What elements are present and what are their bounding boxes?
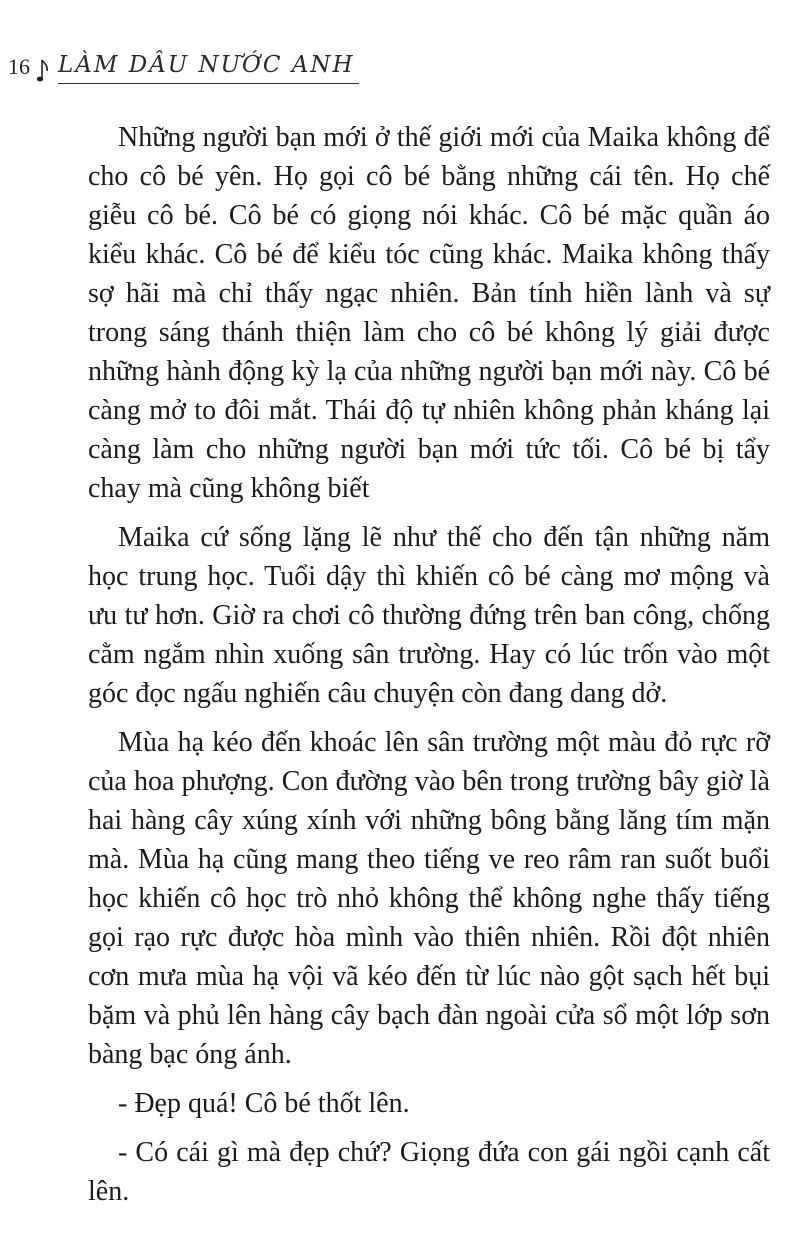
page-number: 16 (8, 54, 30, 79)
music-note-icon (36, 56, 50, 84)
paragraph-2: Maika cứ sống lặng lẽ như thế cho đến tận những năm học trung học. Tuổi dậy thì khiến cô bé càng mơ mộng và ưu tư hơn. Giờ ra chơi cô thường đứng trên ban công, chống cằm ngắm nhìn xuống sân trường. Hay có lúc trốn vào một góc đọc ngấu nghiến câu chuyện còn đang dang dở. (88, 522, 770, 709)
paragraph-1: Những người bạn mới ở thế giới mới của Maika không để cho cô bé yên. Họ gọi cô bé bằng những cái tên. Họ chế giễu cô bé. Cô bé có giọng nói khác. Cô bé mặc quần áo kiểu khác. Cô bé để kiểu tóc cũng khác. Maika không thấy sợ hãi mà chỉ thấy ngạc nhiên. Bản tính hiền lành và sự trong sáng thánh thiện làm cho cô bé không lý giải được những hành động kỳ lạ của những người bạn mới này. Cô bé càng mở to đôi mắt. Thái độ tự nhiên không phản kháng lại càng làm cho những người bạn mới tức tối. Cô bé bị tẩy chay mà cũng không biết (88, 122, 770, 504)
book-title: LÀM DÂU NƯỚC ANH (58, 54, 359, 84)
paragraph-3: Mùa hạ kéo đến khoác lên sân trường một màu đỏ rực rỡ của hoa phượng. Con đường vào bên trong trường bây giờ là hai hàng cây xúng xính với những bông bằng lăng tím mặn mà. Mùa hạ cũng mang theo tiếng ve reo râm ran suốt buổi học khiến cô học trò nhỏ không thể không nghe thấy tiếng gọi rạo rực được hòa mình vào thiên nhiên. Rồi đột nhiên cơn mưa mùa hạ vội vã kéo đến từ lúc nào gột sạch hết bụi bặm và phủ lên hàng cây bạch đàn ngoài cửa sổ một lớp sơn bàng bạc óng ánh. (88, 727, 770, 1070)
dialogue-line-1: - Đẹp quá! Cô bé thốt lên. (118, 1088, 410, 1119)
dialogue-line-2: - Có cái gì mà đẹp chứ? Giọng đứa con gái ngồi cạnh cất lên. (88, 1137, 770, 1207)
page-header (8, 44, 359, 84)
body-text (88, 118, 770, 1211)
